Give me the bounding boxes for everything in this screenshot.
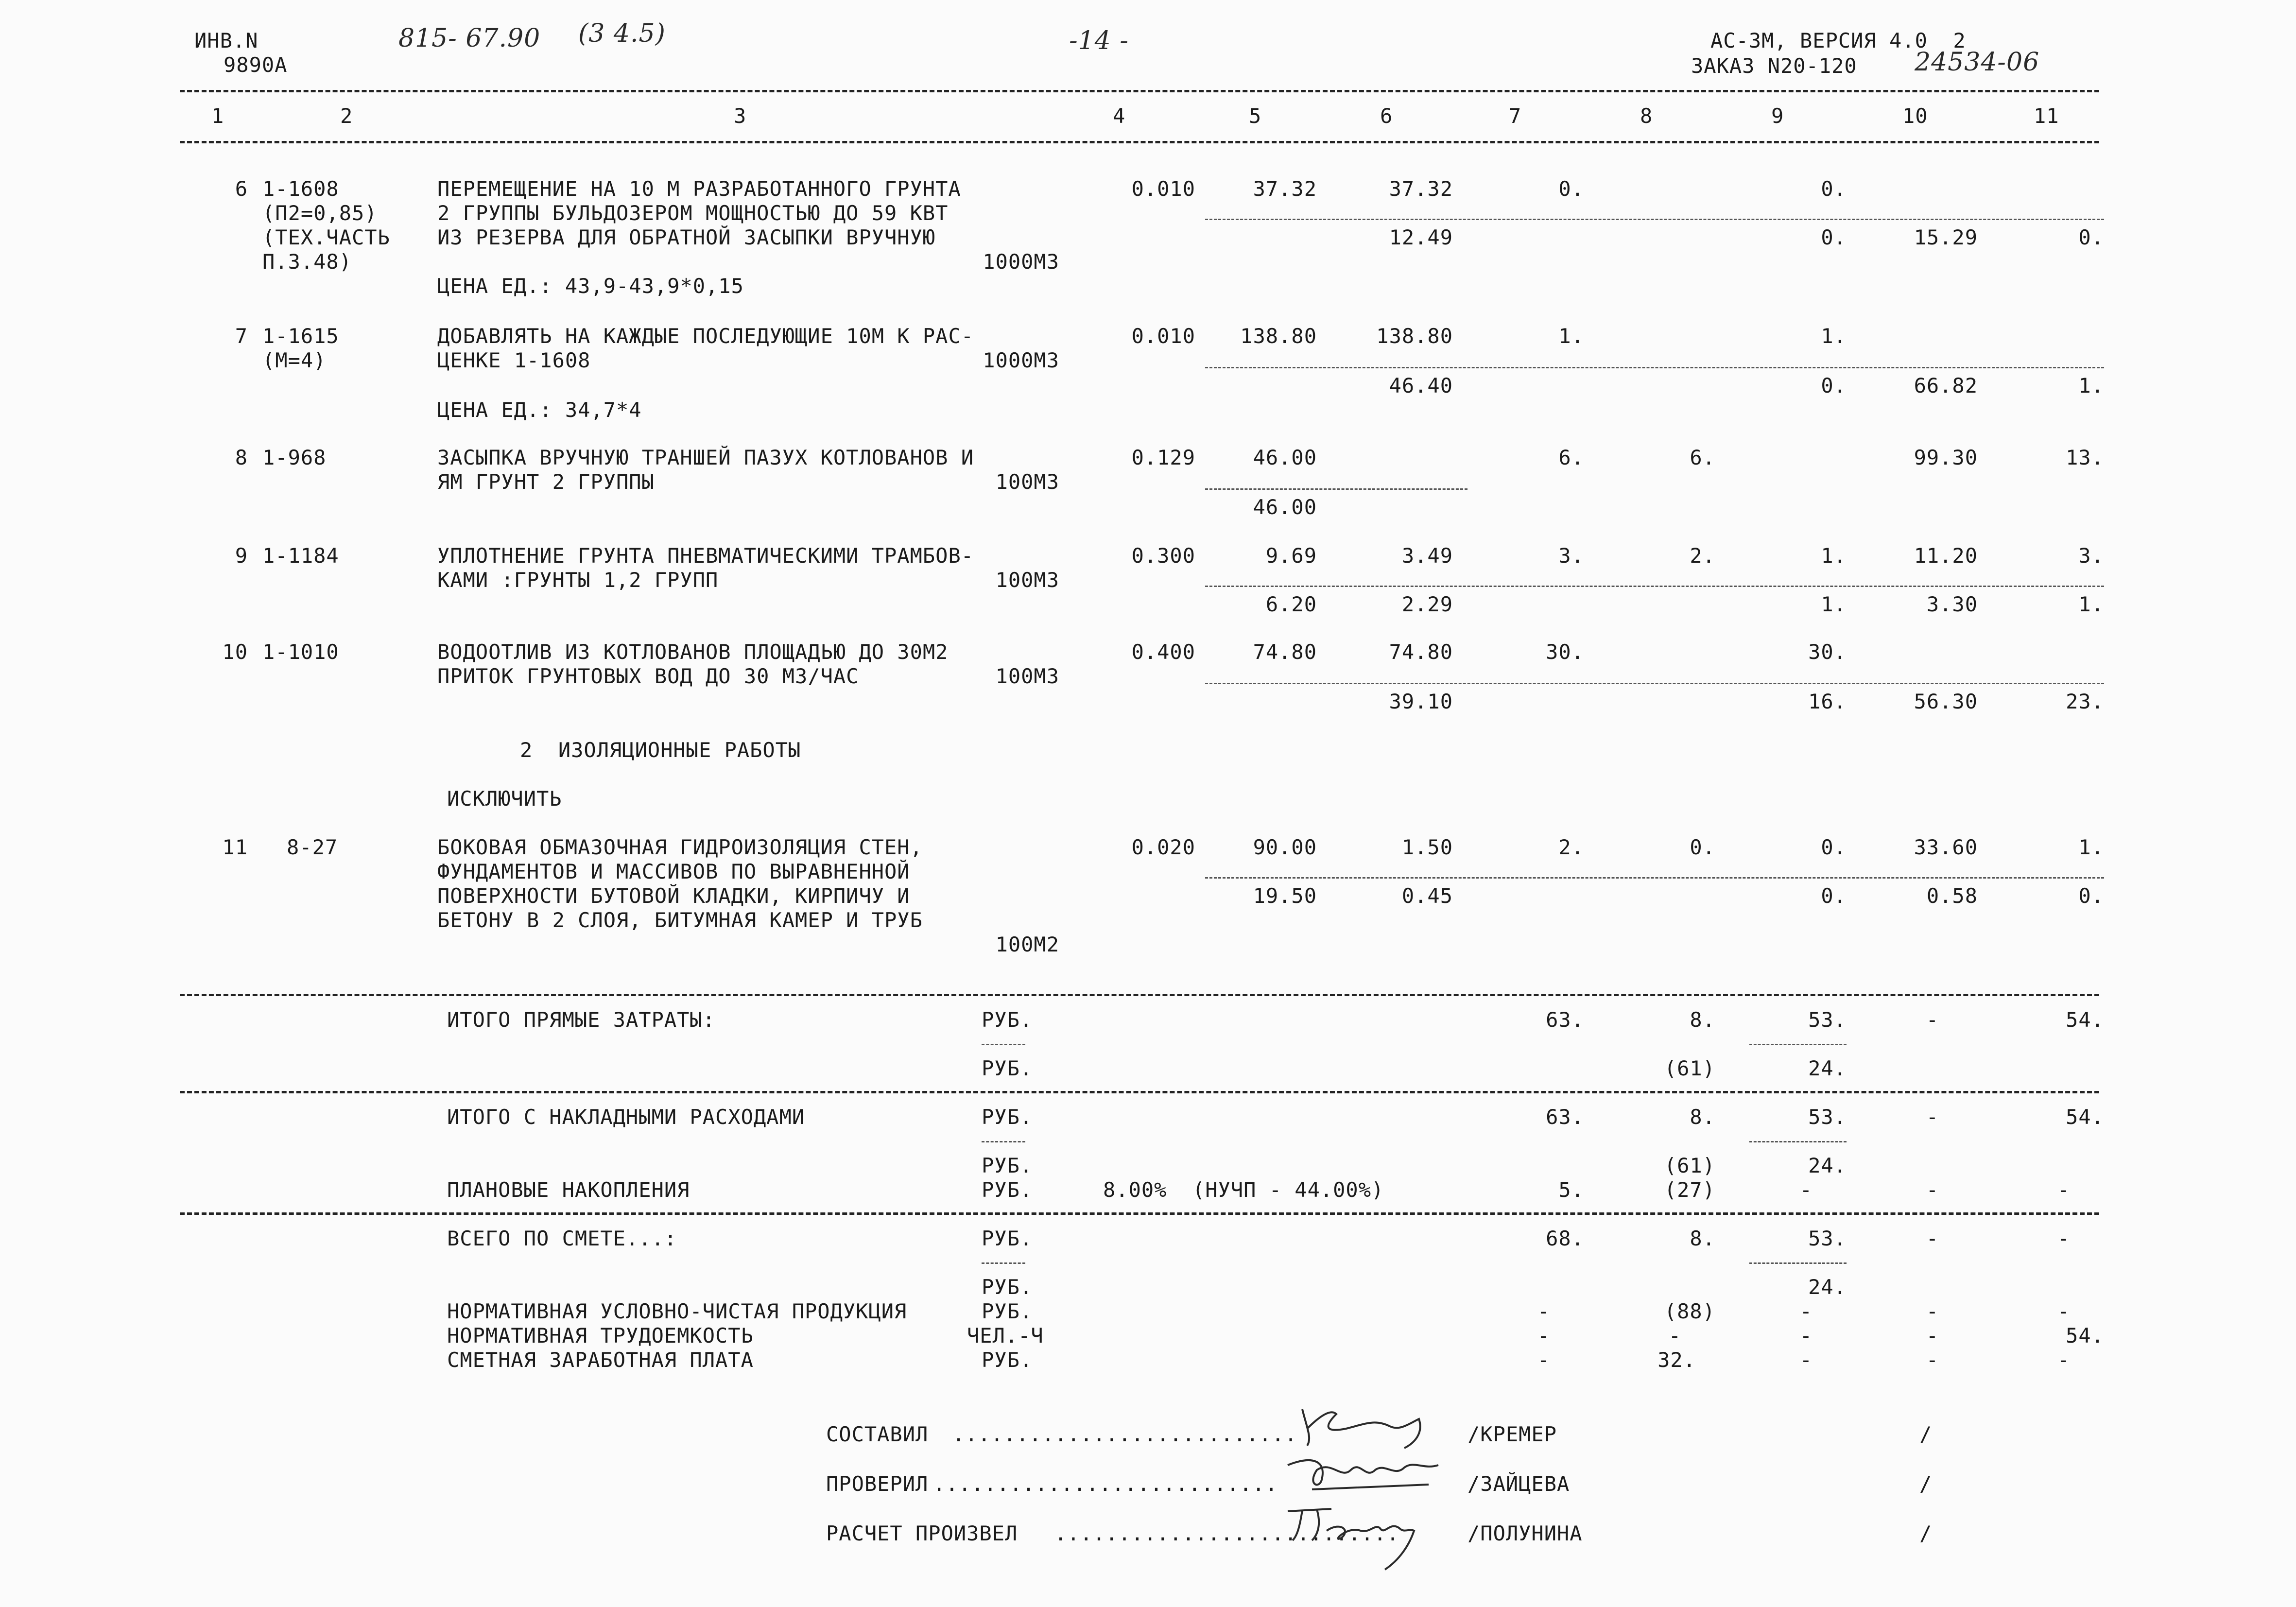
row-code: 1-1010 <box>262 640 339 664</box>
labor-col8: - <box>1668 1324 1681 1348</box>
ncp-label: НОРМАТИВНАЯ УСЛОВНО-ЧИСТАЯ ПРОДУКЦИЯ <box>447 1299 907 1323</box>
total-direct-col7: 63. <box>1546 1008 1584 1032</box>
row-subrule <box>1205 488 1467 490</box>
row-code: 1-968 <box>262 446 327 469</box>
cell-col5: 9.69 <box>1265 544 1317 568</box>
totals-rule <box>180 1091 2099 1093</box>
value-rule <box>1749 1262 1847 1264</box>
col-3: 3 <box>734 104 747 128</box>
planned-label: ПЛАНОВЫЕ НАКОПЛЕНИЯ <box>447 1178 690 1202</box>
signature-date-slash: / <box>1919 1521 1933 1545</box>
cell-col4: 0.400 <box>1131 640 1195 664</box>
cell-col11: 3. <box>2078 544 2104 568</box>
cell-col4: 0.300 <box>1131 544 1195 568</box>
cell-col6: 37.32 <box>1389 177 1453 201</box>
col-7: 7 <box>1509 104 1522 128</box>
total-direct-col10: - <box>1926 1008 1939 1032</box>
salary-col10: - <box>1926 1348 1939 1372</box>
labor-col9: - <box>1799 1324 1813 1348</box>
labor-unit: ЧЕЛ.-Ч <box>967 1324 1044 1348</box>
cell-col6: 3.49 <box>1401 544 1453 568</box>
col-8: 8 <box>1640 104 1653 128</box>
value-rule <box>1749 1044 1847 1045</box>
signature-zaitseva <box>1283 1451 1443 1499</box>
row-description: 2 ГРУППЫ БУЛЬДОЗЕРОМ МОЩНОСТЬЮ ДО 59 КВТ <box>437 201 949 225</box>
cell-col9-sub: 16. <box>1808 690 1847 713</box>
cell-col10: 11.20 <box>1914 544 1978 568</box>
row-unit: 100М3 <box>995 470 1059 494</box>
cell-col4: 0.010 <box>1131 324 1195 348</box>
cell-col11: 0. <box>2078 225 2104 249</box>
signature-dots: ........................... <box>933 1472 1278 1496</box>
signature-dots: ........................... <box>1054 1521 1399 1545</box>
total-direct-col9: 53. <box>1808 1008 1847 1032</box>
cell-col6: 138.80 <box>1376 324 1453 348</box>
ncp-col10: - <box>1926 1299 1939 1323</box>
signature-dots: ........................... <box>952 1422 1297 1446</box>
cell-col6-sub: 46.40 <box>1389 374 1453 397</box>
total-overhead-unit2: РУБ. <box>982 1154 1033 1177</box>
cell-col9-sub: 0. <box>1821 374 1847 397</box>
planned-col7: 5. <box>1558 1178 1584 1202</box>
signature-kremer <box>1293 1400 1453 1453</box>
col-2: 2 <box>340 104 353 128</box>
grand-total-col10: - <box>1926 1227 1939 1250</box>
signature-polunina <box>1283 1502 1443 1574</box>
col-4: 4 <box>1113 104 1126 128</box>
unit-rule <box>982 1044 1025 1045</box>
cell-col8: 2. <box>1690 544 1715 568</box>
row-number: 9 <box>235 544 248 568</box>
cell-col5: 37.32 <box>1253 177 1317 201</box>
total-direct-col8: 8. <box>1690 1008 1715 1032</box>
col-6: 6 <box>1380 104 1393 128</box>
planned-col10: - <box>1926 1178 1939 1202</box>
cell-col9: 1. <box>1821 544 1847 568</box>
row-number: 7 <box>235 324 248 348</box>
row-description: ИЗ РЕЗЕРВА ДЛЯ ОБРАТНОЙ ЗАСЫПКИ ВРУЧНУЮ <box>437 225 936 249</box>
row-code: 1-1184 <box>262 544 339 568</box>
document-note: (3 4.5) <box>578 19 666 48</box>
total-overhead-col11: 54. <box>2066 1105 2104 1129</box>
row-unit: 100М3 <box>995 664 1059 688</box>
row-description: ДОБАВЛЯТЬ НА КАЖДЫЕ ПОСЛЕДУЮЩИЕ 10М К РАС- <box>437 324 974 348</box>
cell-col5: 74.80 <box>1253 640 1317 664</box>
column-header-rule <box>180 141 2099 143</box>
total-overhead-col7: 63. <box>1546 1105 1584 1129</box>
planned-unit: РУБ. <box>982 1178 1033 1202</box>
salary-col7: - <box>1537 1348 1550 1372</box>
row-number: 11 <box>222 835 248 859</box>
cell-col6-sub: 12.49 <box>1389 225 1453 249</box>
signature-date-slash: / <box>1919 1422 1933 1446</box>
table-end-rule <box>180 994 2099 996</box>
planned-percent: 8.00% (НУЧП - 44.00%) <box>1103 1178 1384 1202</box>
cell-col10-sub: 0.58 <box>1926 884 1978 908</box>
total-overhead-col10: - <box>1926 1105 1939 1129</box>
labor-label: НОРМАТИВНАЯ ТРУДОЕМКОСТЬ <box>447 1324 754 1348</box>
cell-col7: 30. <box>1546 640 1584 664</box>
salary-label: СМЕТНАЯ ЗАРАБОТНАЯ ПЛАТА <box>447 1348 754 1372</box>
system-version: АС-3М, ВЕРСИЯ 4.0 2 <box>1710 29 1966 52</box>
order-label: ЗАКАЗ N20-120 <box>1691 54 1857 78</box>
cell-col4: 0.129 <box>1131 446 1195 469</box>
cell-col11: 13. <box>2066 446 2104 469</box>
cell-col10: 99.30 <box>1914 446 1978 469</box>
row-unit: 1000М3 <box>983 348 1059 372</box>
grand-total-col9-sub: 24. <box>1808 1275 1847 1299</box>
cell-col5: 90.00 <box>1253 835 1317 859</box>
unit-rule <box>982 1141 1025 1142</box>
row-code: 8-27 <box>287 835 338 859</box>
cell-col11: 1. <box>2078 374 2104 397</box>
cell-col11: 23. <box>2066 690 2104 713</box>
row-description: БОКОВАЯ ОБМАЗОЧНАЯ ГИДРОИЗОЛЯЦИЯ СТЕН, <box>437 835 923 859</box>
document-code: 815- 67.90 <box>398 24 541 53</box>
inventory-number: 9890А <box>224 53 288 77</box>
cell-col6-sub: 2.29 <box>1401 592 1453 616</box>
ncp-col11: - <box>2057 1299 2070 1323</box>
cell-col10: 15.29 <box>1914 225 1978 249</box>
cell-col11-sub: 0. <box>2078 884 2104 908</box>
row-number: 10 <box>222 640 248 664</box>
cell-col11-sub: 1. <box>2078 592 2104 616</box>
labor-col7: - <box>1537 1324 1550 1348</box>
totals-rule <box>180 1212 2099 1215</box>
salary-unit: РУБ. <box>982 1348 1033 1372</box>
total-overhead-label: ИТОГО С НАКЛАДНЫМИ РАСХОДАМИ <box>447 1105 805 1129</box>
cell-col4: 0.020 <box>1131 835 1195 859</box>
col-11: 11 <box>2034 104 2059 128</box>
unit-rule <box>982 1262 1025 1264</box>
row-description: ПЕРЕМЕЩЕНИЕ НА 10 М РАЗРАБОТАННОГО ГРУНТА <box>437 177 961 201</box>
col-9: 9 <box>1771 104 1784 128</box>
row-code: (М=4) <box>262 348 327 372</box>
col-5: 5 <box>1249 104 1262 128</box>
ncp-col8: (88) <box>1664 1299 1715 1323</box>
cell-col11: 1. <box>2078 835 2104 859</box>
row-number: 8 <box>235 446 248 469</box>
row-price: ЦЕНА ЕД.: 43,9-43,9*0,15 <box>437 274 744 298</box>
cell-col7: 0. <box>1558 177 1584 201</box>
cell-col8: 6. <box>1690 446 1715 469</box>
total-overhead-col9-sub: 24. <box>1808 1154 1847 1177</box>
total-overhead-unit: РУБ. <box>982 1105 1033 1129</box>
cell-col6: 1.50 <box>1401 835 1453 859</box>
grand-total-col7: 68. <box>1546 1227 1584 1250</box>
row-unit: 100М2 <box>995 933 1059 956</box>
signature-name: /ЗАЙЦЕВА <box>1467 1472 1570 1496</box>
row-description: ПОВЕРХНОСТИ БУТОВОЙ КЛАДКИ, КИРПИЧУ И <box>437 884 910 908</box>
total-direct-unit2: РУБ. <box>982 1056 1033 1080</box>
total-direct-unit: РУБ. <box>982 1008 1033 1032</box>
ncp-col9: - <box>1799 1299 1813 1323</box>
row-code: 1-1608 <box>262 177 339 201</box>
total-direct-col11: 54. <box>2066 1008 2104 1032</box>
row-unit: 100М3 <box>995 568 1059 592</box>
signature-role: СОСТАВИЛ <box>826 1422 929 1446</box>
row-number: 6 <box>235 177 248 201</box>
grand-total-unit2: РУБ. <box>982 1275 1033 1299</box>
value-rule <box>1749 1141 1847 1142</box>
row-code: (П2=0,85) <box>262 201 378 225</box>
cell-col9-sub: 0. <box>1821 225 1847 249</box>
cell-col5-sub: 6.20 <box>1265 592 1317 616</box>
cell-col10: 33.60 <box>1914 835 1978 859</box>
cell-col5-sub: 19.50 <box>1253 884 1317 908</box>
grand-total-col9: 53. <box>1808 1227 1847 1250</box>
row-description: ЯМ ГРУНТ 2 ГРУППЫ <box>437 470 655 494</box>
total-overhead-col8: 8. <box>1690 1105 1715 1129</box>
row-subrule <box>1205 367 2104 368</box>
col-1: 1 <box>211 104 224 128</box>
cell-col4: 0.010 <box>1131 177 1195 201</box>
row-code: 1-1615 <box>262 324 339 348</box>
signature-name: /ПОЛУНИНА <box>1467 1521 1583 1545</box>
cell-col10: 56.30 <box>1914 690 1978 713</box>
row-description: КАМИ :ГРУНТЫ 1,2 ГРУПП <box>437 568 719 592</box>
cell-col5: 46.00 <box>1253 446 1317 469</box>
total-overhead-col9: 53. <box>1808 1105 1847 1129</box>
row-subrule <box>1205 683 2104 684</box>
section-title: 2 ИЗОЛЯЦИОННЫЕ РАБОТЫ <box>520 738 801 762</box>
cell-col6-sub: 0.45 <box>1401 884 1453 908</box>
signature-date-slash: / <box>1919 1472 1933 1496</box>
section-note: ИСКЛЮЧИТЬ <box>447 787 562 811</box>
salary-col8: 32. <box>1657 1348 1696 1372</box>
total-direct-col8-sub: (61) <box>1664 1056 1715 1080</box>
page-number: -14 - <box>1069 26 1129 55</box>
planned-col8: (27) <box>1664 1178 1715 1202</box>
cell-col7: 3. <box>1558 544 1584 568</box>
planned-col9: - <box>1799 1178 1813 1202</box>
labor-col10: - <box>1926 1324 1939 1348</box>
total-overhead-col8-sub: (61) <box>1664 1154 1715 1177</box>
row-description: ПРИТОК ГРУНТОВЫХ ВОД ДО 30 М3/ЧАС <box>437 664 859 688</box>
row-description: ЦЕНКЕ 1-1608 <box>437 348 591 372</box>
grand-total-col8: 8. <box>1690 1227 1715 1250</box>
row-description: ВОДООТЛИВ ИЗ КОТЛОВАНОВ ПЛОЩАДЬЮ ДО 30М2 <box>437 640 949 664</box>
salary-col11: - <box>2057 1348 2070 1372</box>
cell-col5-sub: 46.00 <box>1253 495 1317 519</box>
ncp-unit: РУБ. <box>982 1299 1033 1323</box>
cell-col7: 6. <box>1558 446 1584 469</box>
order-number-handwritten: 24534-06 <box>1915 48 2040 77</box>
grand-total-unit: РУБ. <box>982 1227 1033 1250</box>
row-code: П.3.48) <box>262 250 352 274</box>
col-10: 10 <box>1902 104 1928 128</box>
row-code: (ТЕХ.ЧАСТЬ <box>262 225 390 249</box>
labor-col11: 54. <box>2066 1324 2104 1348</box>
grand-total-label: ВСЕГО ПО СМЕТЕ...: <box>447 1227 677 1250</box>
row-unit: 1000М3 <box>983 250 1059 274</box>
row-subrule <box>1205 219 2104 220</box>
cell-col8: 0. <box>1690 835 1715 859</box>
grand-total-col11: - <box>2057 1227 2070 1250</box>
cell-col9: 1. <box>1821 324 1847 348</box>
cell-col9: 0. <box>1821 177 1847 201</box>
total-direct-col9-sub: 24. <box>1808 1056 1847 1080</box>
cell-col9-sub: 0. <box>1821 884 1847 908</box>
salary-col9: - <box>1799 1348 1813 1372</box>
cell-col6-sub: 39.10 <box>1389 690 1453 713</box>
row-subrule <box>1205 586 2104 587</box>
cell-col9-sub: 1. <box>1821 592 1847 616</box>
cell-col10: 66.82 <box>1914 374 1978 397</box>
row-subrule <box>1205 877 2104 879</box>
cell-col10-sub: 3.30 <box>1926 592 1978 616</box>
cell-col6: 74.80 <box>1389 640 1453 664</box>
header-rule <box>180 90 2099 92</box>
signature-role: РАСЧЕТ ПРОИЗВЕЛ <box>826 1521 1018 1545</box>
row-description: ЗАСЫПКА ВРУЧНУЮ ТРАНШЕЙ ПАЗУХ КОТЛОВАНОВ И <box>437 446 974 469</box>
cell-col9: 30. <box>1808 640 1847 664</box>
cell-col7: 2. <box>1558 835 1584 859</box>
row-description: ФУНДАМЕНТОВ И МАССИВОВ ПО ВЫРАВНЕННОЙ <box>437 860 910 883</box>
signature-role: ПРОВЕРИЛ <box>826 1472 929 1496</box>
cell-col5: 138.80 <box>1240 324 1317 348</box>
total-direct-label: ИТОГО ПРЯМЫЕ ЗАТРАТЫ: <box>447 1008 716 1032</box>
signature-name: /КРЕМЕР <box>1467 1422 1557 1446</box>
planned-col11: - <box>2057 1178 2070 1202</box>
row-description: БЕТОНУ В 2 СЛОЯ, БИТУМНАЯ КАМЕР И ТРУБ <box>437 908 923 932</box>
cell-col9: 0. <box>1821 835 1847 859</box>
ncp-col7: - <box>1537 1299 1550 1323</box>
inventory-label: ИНВ.N <box>194 29 259 52</box>
row-description: УПЛОТНЕНИЕ ГРУНТА ПНЕВМАТИЧЕСКИМИ ТРАМБОВ- <box>437 544 974 568</box>
row-price: ЦЕНА ЕД.: 34,7*4 <box>437 398 642 422</box>
cell-col7: 1. <box>1558 324 1584 348</box>
